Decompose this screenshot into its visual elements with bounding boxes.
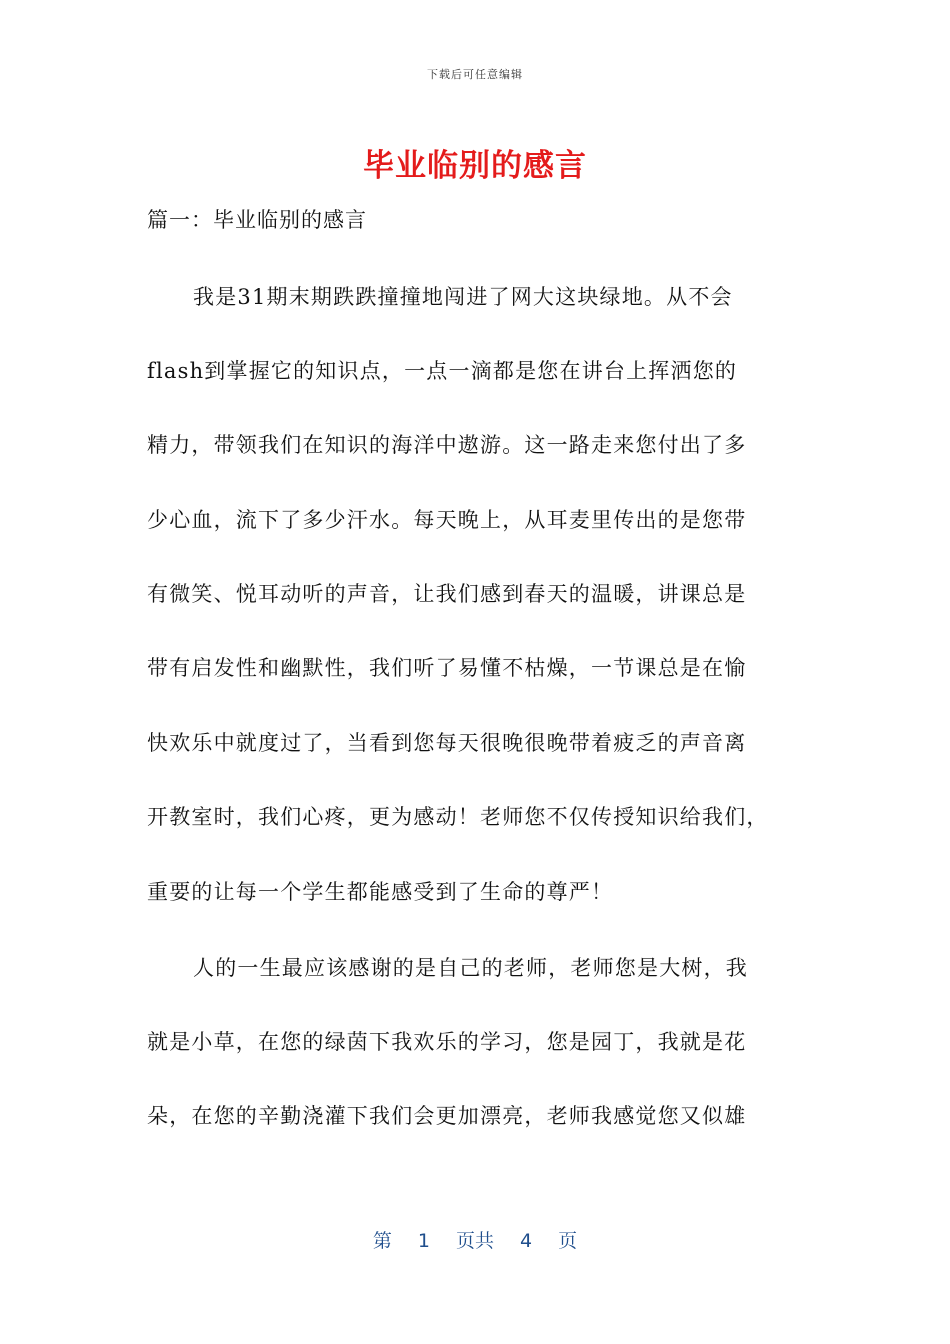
paragraph-line: 精力，带领我们在知识的海洋中遨游。这一路走来您付出了多 (147, 433, 747, 457)
header-note: 下载后可任意编辑 (427, 68, 523, 81)
paragraph-line: 重要的让每一个学生都能感受到了生命的尊严！ (147, 880, 614, 904)
paragraph-line: flash到掌握它的知识点，一点一滴都是您在讲台上挥洒您的 (147, 359, 738, 383)
paragraph-line: 开教室时，我们心疼，更为感动！老师您不仅传授知识给我们， (147, 805, 769, 829)
paragraph-line: 朵，在您的辛勤浇灌下我们会更加漂亮，老师我感觉您又似雄 (147, 1104, 747, 1128)
footer-page-total: 4 (520, 1230, 533, 1252)
paragraph-line: 我是31期末期跌跌撞撞地闯进了网大这块绿地。从不会 (193, 285, 733, 309)
footer-prefix: 第 (372, 1230, 392, 1252)
paragraph-line: 带有启发性和幽默性，我们听了易懂不枯燥，一节课总是在愉 (147, 656, 747, 680)
footer-page-number: 1 (417, 1230, 430, 1252)
paragraph-line: 人的一生最应该感谢的是自己的老师，老师您是大树，我 (193, 956, 748, 980)
paragraph-line: 快欢乐中就度过了，当看到您每天很晚很晚带着疲乏的声音离 (147, 731, 747, 755)
footer-middle: 页共 (455, 1230, 494, 1252)
page-footer (0, 1226, 950, 1253)
footer-suffix: 页 (558, 1230, 578, 1252)
paragraph-line: 就是小草，在您的绿茵下我欢乐的学习，您是园丁，我就是花 (147, 1030, 747, 1054)
document-title: 毕业临别的感言 (363, 148, 587, 184)
paragraph-line: 有微笑、悦耳动听的声音，让我们感到春天的温暖，讲课总是 (147, 582, 747, 606)
section-heading: 篇一：毕业临别的感言 (147, 208, 367, 232)
paragraph-line: 少心血，流下了多少汗水。每天晚上，从耳麦里传出的是您带 (147, 508, 747, 532)
